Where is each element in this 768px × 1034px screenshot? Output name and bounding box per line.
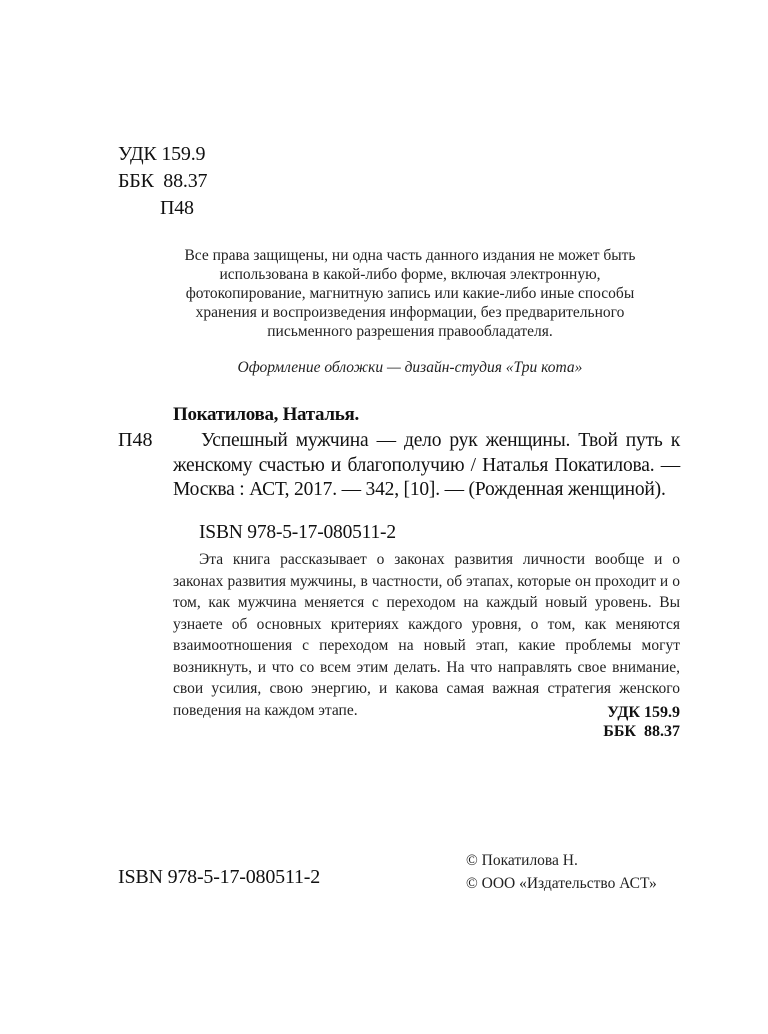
annotation-bbk: ББК 88.37 [603, 723, 680, 740]
catalog-author: Покатилова, Наталья. [173, 404, 359, 425]
cover-design-credit: Оформление обложки — дизайн-студия «Три кота» [237, 359, 583, 376]
rights-notice: Все права защищены, ни одна часть данного издания не может быть использована в какой-либо форме, включая электронную, фотокопирование, магнитную запись или какие-либо иные способы хранения и воспроизведения информации, без предварительного письменного разрешения правообладателя. [184, 247, 636, 340]
udk-code: УДК 159.9 [118, 143, 206, 165]
copyright-publisher: © ООО «Издательство АСТ» [466, 875, 657, 892]
copyright-block [466, 849, 657, 895]
book-annotation: Эта книга рассказывает о законах развития личности вообще и о законах развития мужчины, в частности, об этапах, которые он проходит и о том, как мужчина меняется с переходом на каждый новый уровень. Вы узнаете об основных критериях каждого уровня, о том, как меняются взаимоотношения с переходом на новый этап, какие проблемы могут возникнуть, и что со всем этим делать. На что направлять свое внимание, свои усилия, свою энергию, и какова самая важная стратегия женского поведения на каждом этапе. [173, 551, 680, 719]
annotation-udk: УДК 159.9 [607, 704, 680, 721]
bbk-code: ББК 88.37 [118, 170, 208, 192]
author-mark: П48 [160, 197, 194, 219]
catalog-code: П48 [118, 429, 153, 451]
classification-block [118, 141, 207, 222]
annotation-codes [560, 703, 680, 741]
copyright-author: © Покатилова Н. [466, 852, 578, 869]
footer-isbn: ISBN 978-5-17-080511-2 [118, 866, 321, 888]
catalog-isbn: ISBN 978-5-17-080511-2 [199, 522, 396, 543]
catalog-description: Успешный мужчина — дело рук женщины. Твой путь к женскому счастью и благополучию / Наталья Покатилова. — Москва : АСТ, 2017. — 342, [10]. — (Рожденная женщиной). [173, 430, 680, 500]
